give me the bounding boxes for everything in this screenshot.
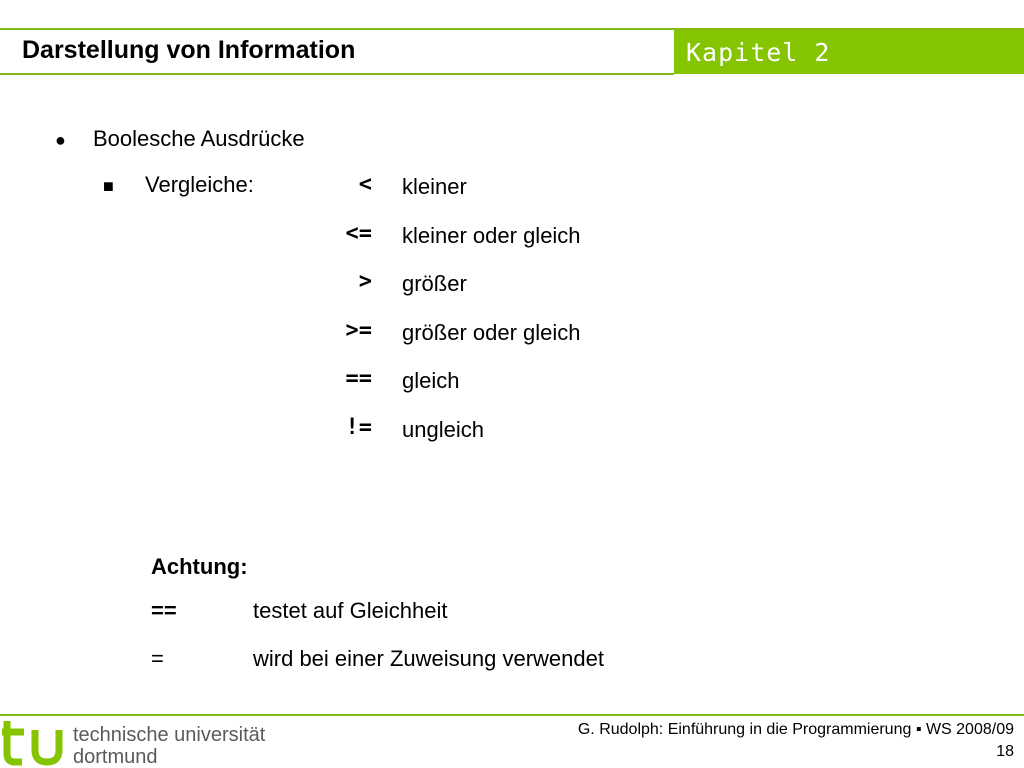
operator-symbol: > xyxy=(358,269,372,294)
operator-symbol: == xyxy=(345,366,372,391)
bullet-level1-text: Boolesche Ausdrücke xyxy=(93,126,305,151)
attention-heading: Achtung: xyxy=(151,554,248,579)
bullet-level2 xyxy=(103,172,254,198)
page-number: 18 xyxy=(996,743,1014,760)
bullet-level2-text: Vergleiche: xyxy=(145,172,254,197)
attention-row xyxy=(151,598,447,624)
attention-text: testet auf Gleichheit xyxy=(253,598,448,623)
operator-description: größer oder gleich xyxy=(402,319,581,345)
bullet-square-icon: ■ xyxy=(103,176,114,196)
attention-row xyxy=(151,646,604,672)
operator-description: kleiner xyxy=(402,174,467,199)
operator-description: größer xyxy=(402,271,467,296)
operator-symbol: != xyxy=(345,414,372,440)
operator-symbol: >= xyxy=(345,317,372,343)
operator-symbol: < xyxy=(358,172,372,197)
header-bottom-divider xyxy=(0,73,674,75)
slide-title: Darstellung von Information xyxy=(22,36,356,64)
chapter-label: Kapitel 2 xyxy=(686,38,831,67)
operator-symbol: <= xyxy=(345,220,372,246)
attention-symbol: == xyxy=(151,598,177,623)
university-name-line2: dortmund xyxy=(73,746,158,768)
bullet-level1 xyxy=(55,126,305,152)
operator-description: ungleich xyxy=(402,416,484,442)
attention-text: wird bei einer Zuweisung verwendet xyxy=(253,646,604,671)
operator-description: gleich xyxy=(402,368,460,393)
university-name xyxy=(73,724,265,768)
attention-symbol: = xyxy=(151,646,164,671)
operator-description: kleiner oder gleich xyxy=(402,222,581,248)
university-name-line1: technische universität xyxy=(73,724,266,746)
bullet-dot-icon: ● xyxy=(55,130,66,150)
chapter-badge xyxy=(674,30,1024,74)
course-info: G. Rudolph: Einführung in die Programmierung ▪ WS 2008/09 xyxy=(577,721,1014,738)
tu-logo-icon xyxy=(2,718,68,766)
footer-divider xyxy=(0,714,1024,716)
